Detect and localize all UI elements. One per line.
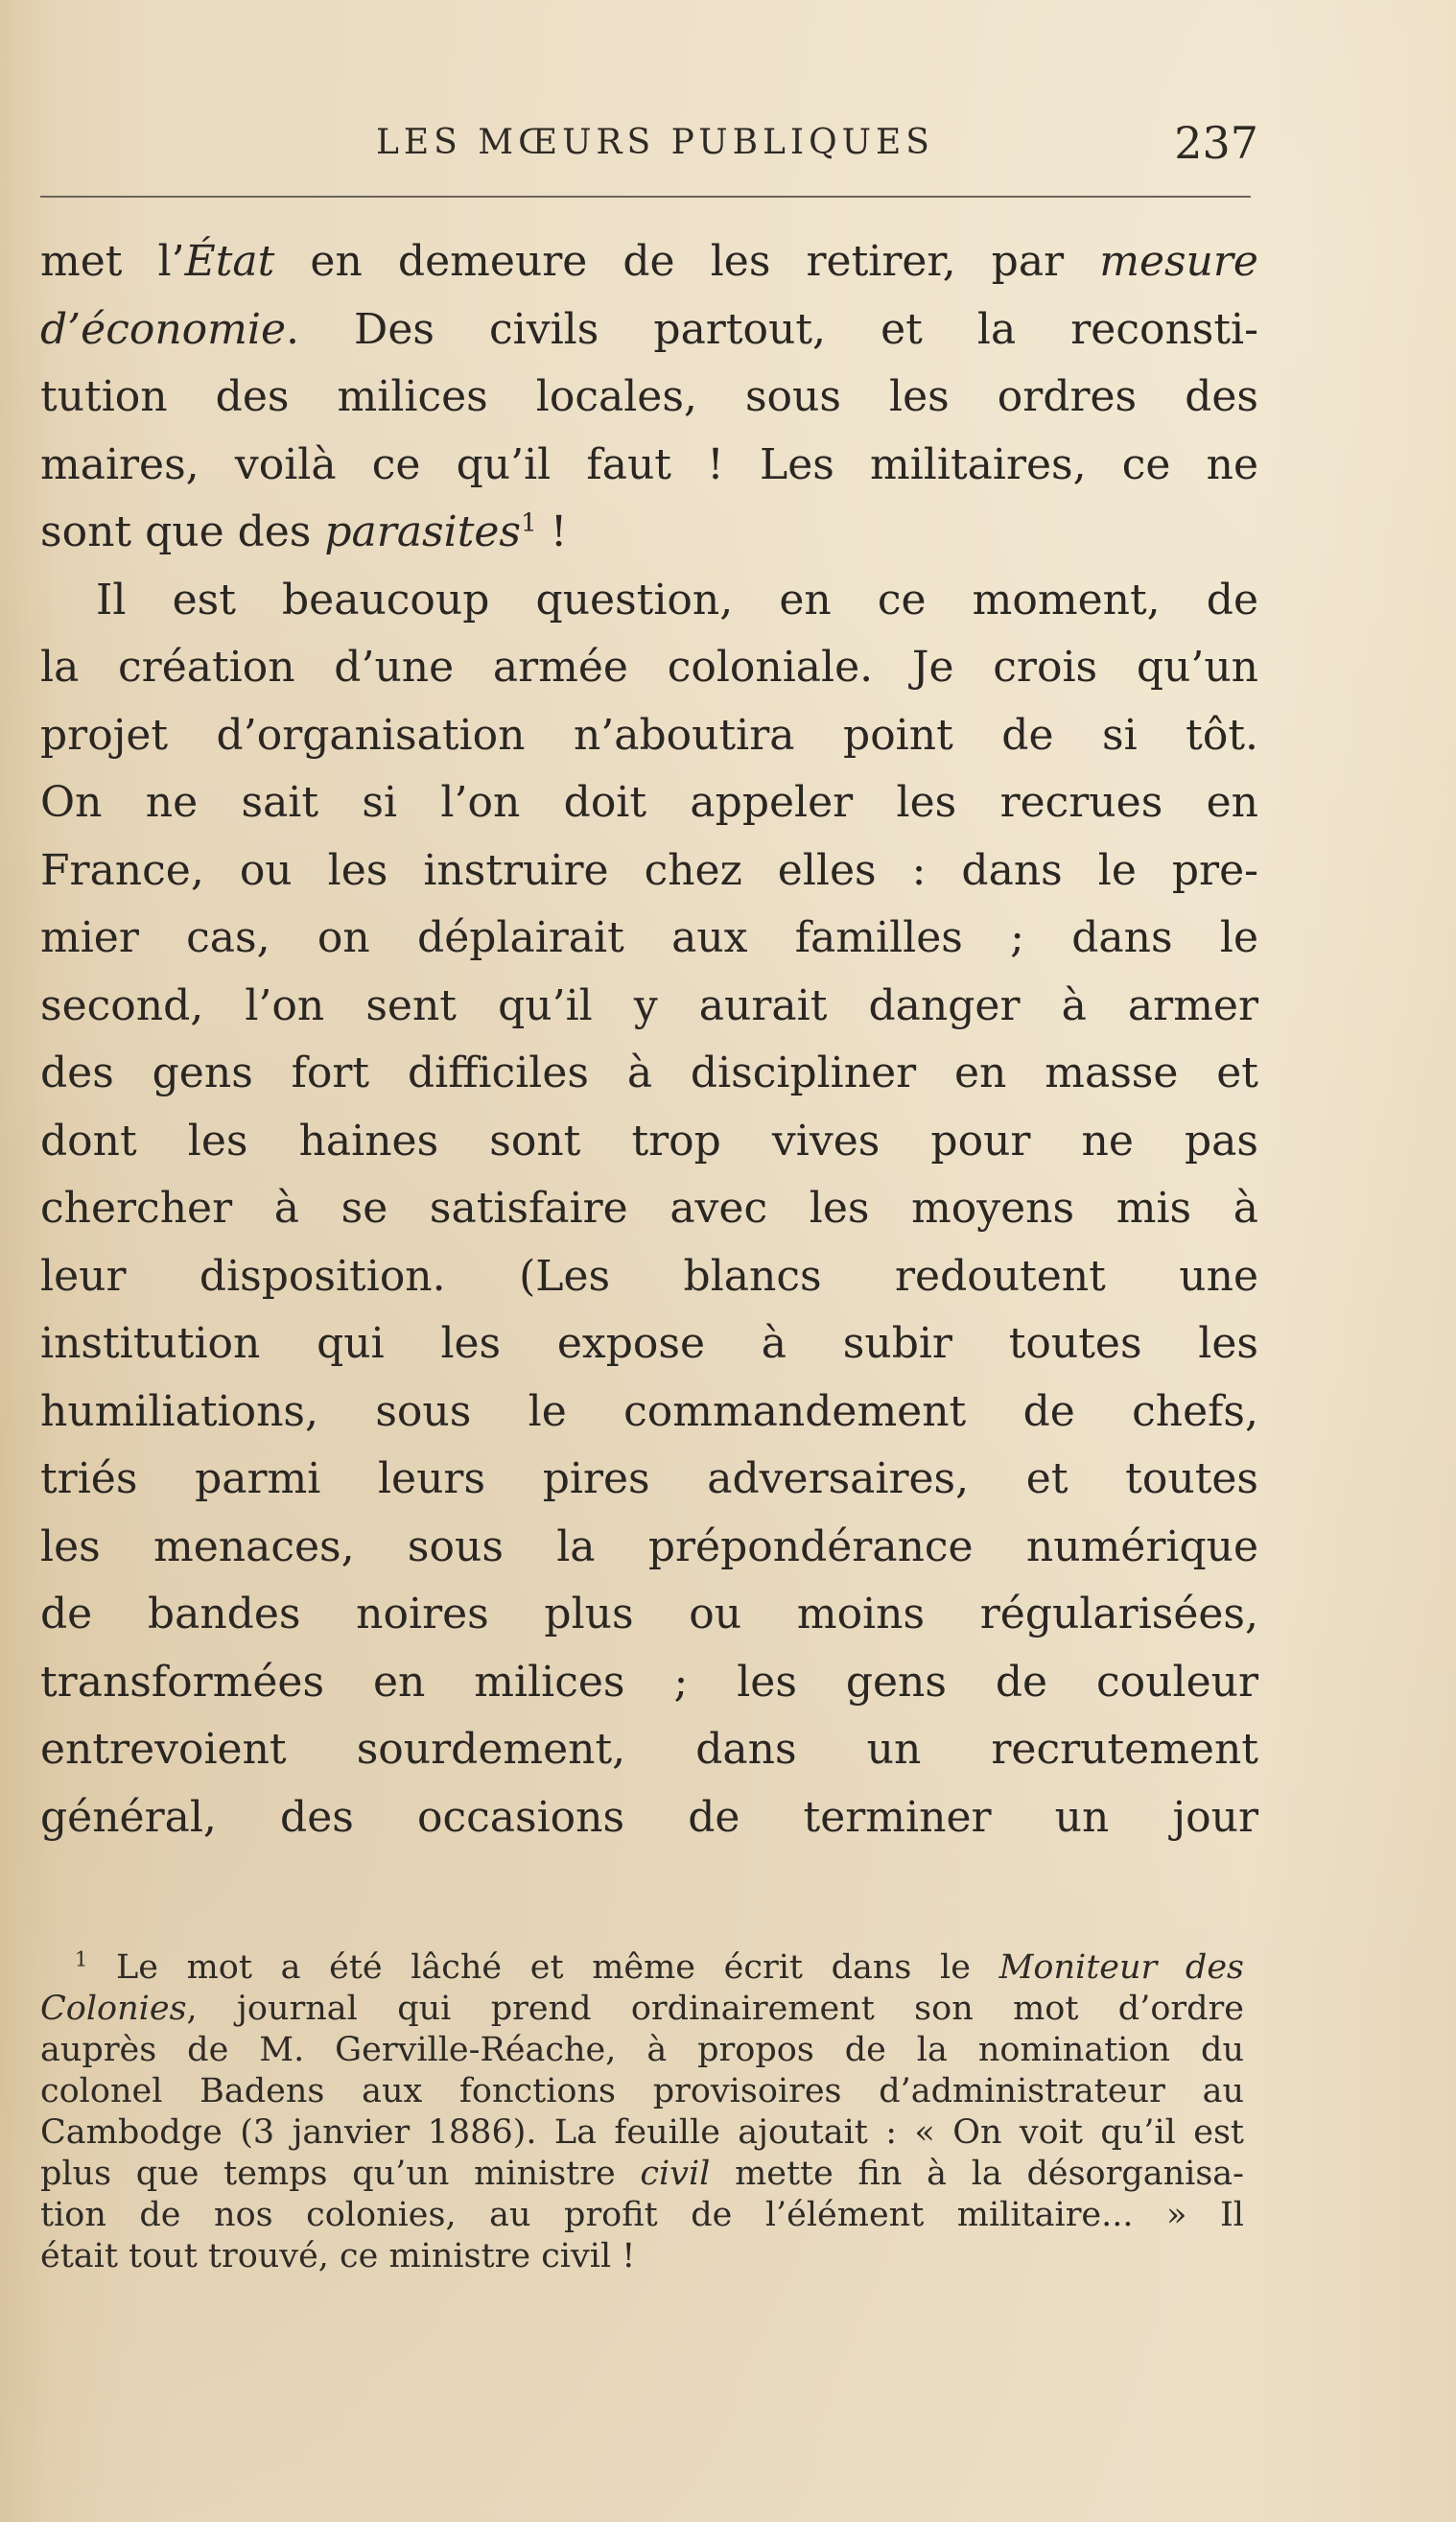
text-line: France, ou les instruire chez elles : dans le pre- bbox=[40, 845, 1258, 895]
footnote-line: plus que temps qu’un ministre civil mette fin à la désorganisa- bbox=[40, 2155, 1245, 2193]
text-line: projet d’organisation n’aboutira point de si tôt. bbox=[40, 710, 1258, 760]
footnote bbox=[40, 1947, 1244, 2277]
text-line: transformées en milices ; les gens de couleur bbox=[40, 1657, 1258, 1707]
text-line: Il est beaucoup question, en ce moment, de bbox=[96, 575, 1258, 625]
footnote-line: Colonies, journal qui prend ordinairement son mot d’ordre bbox=[40, 1990, 1244, 2028]
footnote-line: auprès de M. Gerville-Réache, à propos de la nomination du bbox=[40, 2031, 1244, 2069]
text-line: d’économie. Des civils partout, et la reconsti- bbox=[40, 304, 1258, 354]
header-rule bbox=[40, 196, 1251, 198]
running-title: LES MŒURS PUBLIQUES bbox=[376, 123, 934, 162]
footnote-line: $^1$ Le mot a été lâché et même écrit dans le Moniteur des bbox=[75, 1947, 1244, 1987]
text-line: tution des milices locales, sous les ordres des bbox=[40, 372, 1258, 421]
text-line: la création d’une armée coloniale. Je crois qu’un bbox=[40, 643, 1258, 692]
footnote-number: 1 bbox=[75, 1947, 88, 1971]
text-line: des gens fort difficiles à discipliner en masse et bbox=[40, 1049, 1258, 1097]
running-head bbox=[40, 117, 1258, 175]
page-number: 237 bbox=[1174, 117, 1258, 169]
text-line: met l’État en demeure de les retirer, par mesure bbox=[40, 237, 1258, 286]
text-line: mier cas, on déplairait aux familles ; dans le bbox=[40, 913, 1258, 962]
text-line: dont les haines sont trop vives pour ne pas bbox=[40, 1116, 1258, 1166]
text-line: de bandes noires plus ou moins régularisées, bbox=[40, 1590, 1258, 1638]
text-line: maires, voilà ce qu’il faut ! Les militaires, ce ne bbox=[40, 439, 1258, 489]
text-line: institution qui les expose à subir toutes les bbox=[40, 1319, 1258, 1368]
footnote-line: Cambodge (3 janvier 1886). La feuille ajoutait : « On voit qu’il est bbox=[40, 2113, 1244, 2152]
text-line: triés parmi leurs pires adversaires, et toutes bbox=[40, 1454, 1258, 1503]
text-line: On ne sait si l’on doit appeler les recrues en bbox=[40, 778, 1258, 827]
footnote-marker: 1 bbox=[521, 507, 537, 538]
text-line: sont que des parasites$^1$ ! bbox=[40, 507, 568, 556]
footnote-line: colonel Badens aux fonctions provisoires d’administrateur au bbox=[40, 2072, 1244, 2110]
text-line: les menaces, sous la prépondérance numérique bbox=[40, 1521, 1258, 1571]
footnote-line: était tout trouvé, ce ministre civil ! bbox=[40, 2237, 636, 2275]
text-line: leur disposition. (Les blancs redoutent une bbox=[40, 1251, 1258, 1301]
body-text bbox=[40, 228, 1258, 1851]
text-line: chercher à se satisfaire avec les moyens mis à bbox=[40, 1184, 1258, 1233]
text-line: second, l’on sent qu’il y aurait danger à armer bbox=[40, 980, 1258, 1030]
footnote-line: tion de nos colonies, au profit de l’élément militaire... » Il bbox=[40, 2196, 1244, 2234]
text-line: humiliations, sous le commandement de chefs, bbox=[40, 1386, 1258, 1436]
text-line: entrevoient sourdement, dans un recrutement bbox=[40, 1725, 1258, 1774]
text-line: général, des occasions de terminer un jour bbox=[40, 1792, 1258, 1842]
